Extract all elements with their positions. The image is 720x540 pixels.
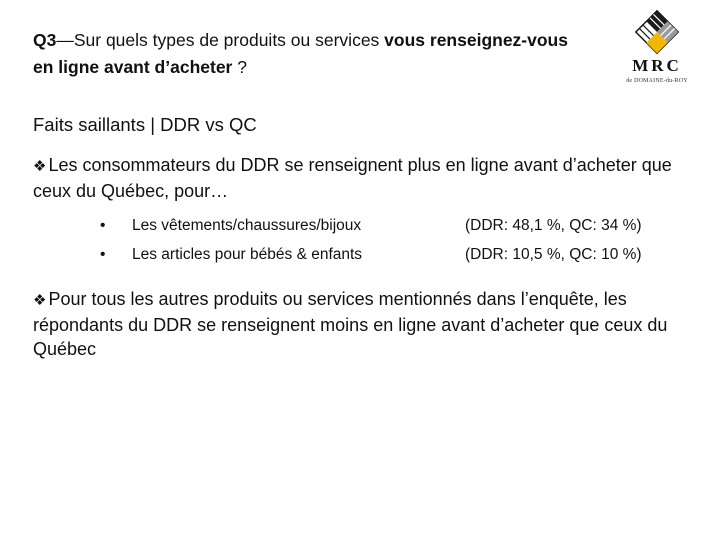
highlight-text-1: Les consommateurs du DDR se renseignent plus en ligne avant d’acheter que ceux du Québec, pour… xyxy=(33,155,672,201)
diamond-bullet-icon: ❖ xyxy=(33,292,47,309)
list-item-label: Les articles pour bébés & enfants xyxy=(132,246,363,263)
title-text: —Sur quels types de produits ou services xyxy=(56,30,385,50)
list-item-value: (DDR: 10,5 %, QC: 10 %) xyxy=(465,246,642,263)
bullet-list xyxy=(100,211,690,269)
slide-title xyxy=(33,27,593,81)
bullet-dot-icon: • xyxy=(100,246,106,263)
highlight-text-2: Pour tous les autres produits ou services mentionnés dans l’enquête, les répondants du DDR se renseignent moins en ligne avant d’acheter que ceux du Québec xyxy=(33,289,668,359)
highlight-paragraph-1 xyxy=(33,153,705,203)
diamond-bullet-icon: ❖ xyxy=(33,158,47,175)
mrc-logo xyxy=(617,10,697,90)
title-question-number: Q3 xyxy=(33,30,57,50)
bullet-dot-icon: • xyxy=(100,217,106,234)
list-item xyxy=(100,211,690,240)
title-suffix: ? xyxy=(232,57,247,77)
mrc-logo-emblem-icon xyxy=(617,10,697,56)
section-heading: Faits saillants | DDR vs QC xyxy=(33,114,257,135)
list-item xyxy=(100,240,690,269)
list-item-value: (DDR: 48,1 %, QC: 34 %) xyxy=(465,217,642,234)
list-item-label: Les vêtements/chaussures/bijoux xyxy=(132,217,362,234)
title-emphasis: vous renseignez-vous en ligne avant d’acheter xyxy=(33,30,568,77)
highlight-paragraph-2 xyxy=(33,287,705,361)
logo-subtitle: de DOMAINE-du-ROY xyxy=(626,78,688,84)
logo-wordmark: MRC xyxy=(632,56,682,75)
